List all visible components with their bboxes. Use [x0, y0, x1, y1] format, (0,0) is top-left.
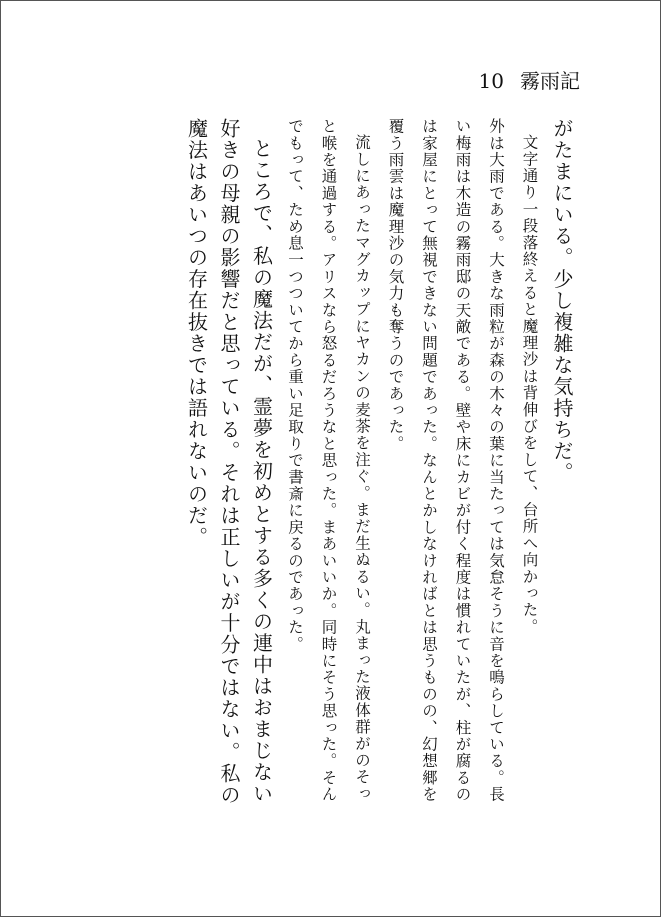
paragraph-3: 外は大雨である。大きな雨粒が森の木々の葉に当たっては気怠そうに音を鳴らしている。長い梅雨は木造の霧雨邸の天敵である。壁や床にカビが付く程度は慣れていたが、柱が腐るのは家屋にとって無視できない問題であった。なんとかしなければとは思うものの、幻想郷を覆う雨雲は魔理沙の気力も奪うのであった。 — [386, 118, 505, 803]
chapter-number: 10 — [478, 69, 504, 93]
paragraph-4: 流しにあったマグカップにヤカンの麦茶を注ぐ。まだ生ぬるい。丸まった液体群がのそっと喉を通過する。アリスなら怒るだろうなと思った。まあいいか。同時にそう思った。そんでもって、ため息一つついてから重い足取りで書斎に戻るのであった。 — [286, 118, 371, 803]
running-header — [479, 65, 580, 94]
chapter-title: 霧雨記 — [520, 69, 580, 93]
paragraph-1: がたまにいる。少し複雑な気持ちだ。 — [550, 118, 574, 484]
paragraph-2: 文字通り一段落終えると魔理沙は背伸びをして、台所へ向かった。 — [520, 133, 539, 635]
vertical-body-text — [108, 118, 578, 818]
paragraph-5: ところで、私の魔法だが、霊夢を初めとする多くの連中はおまじない好きの母親の影響だと思っている。それは正しいが十分ではない。私の魔法はあいつの存在抜きでは語れないのだ。 — [184, 118, 274, 806]
